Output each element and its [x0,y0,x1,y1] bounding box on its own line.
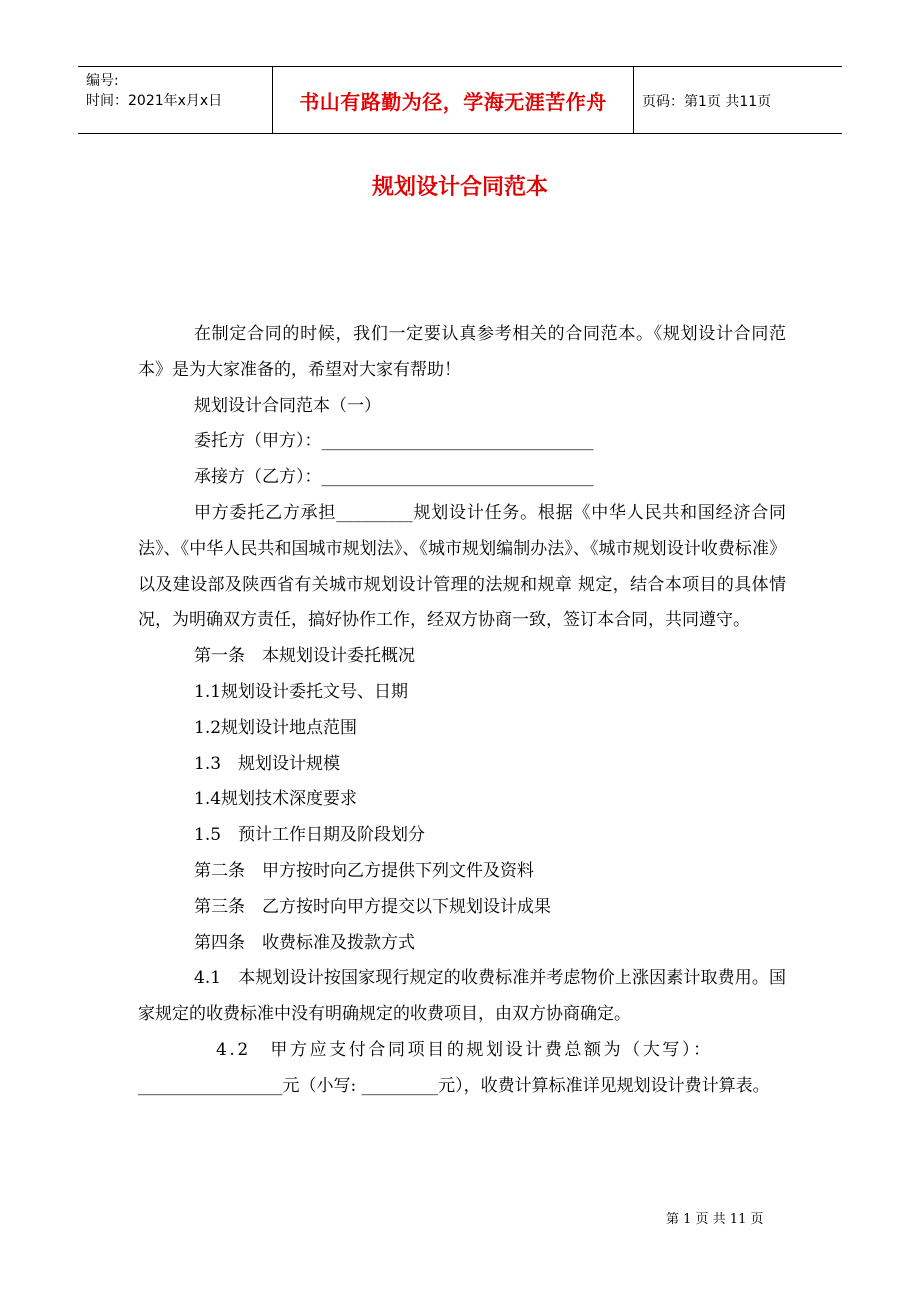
clause-1-5: 1.5 预计工作日期及阶段划分 [194,825,426,846]
article-4-heading: 第四条 收费标准及拨款方式 [194,932,415,953]
clause-4-1: 4.1 本规划设计按国家现行规定的收费标准并考虑物价上涨因素计取费用。国家规定的收费标准中没有明确规定的收费项目，由双方协商确定。 [138,968,786,1025]
clause-1-2: 1.2规划设计地点范围 [194,717,358,738]
article-2-heading: 第二条 甲方按时向乙方提供下列文件及资料 [194,860,534,881]
clause-4-2: 4.2 甲方应支付合同项目的规划设计费总额为（大写）： [216,1039,713,1060]
header-page-info: 页码：第1页 共11页 [642,94,772,110]
clause-1-1: 1.1规划设计委托文号、日期 [194,681,409,702]
clause-1-4: 1.4规划技术深度要求 [194,789,358,810]
clause-1-3: 1.3 规划设计规模 [194,753,341,774]
header-number-label: 编号: [86,73,119,89]
paragraph-intro: 在制定合同的时候，我们一定要认真参考相关的合同范本。《规划设计合同范本》是为大家准备的，希望对大家有帮助！ [138,324,786,380]
paragraph-contractor-field: 承接方（乙方）：________________________________ [194,467,594,488]
article-1-heading: 第一条 本规划设计委托概况 [194,646,415,667]
paragraph-commission: 甲方委托乙方承担_________规划设计任务。根据《中华人民共和国经济合同法》、《中华人民共和国城市规划法》、《城市规划编制办法》、《城市规划设计收费标准》以及建设部及陕西省有关城市规划设计管理的法规和规章 规定，结合本项目的具体情况，为明确双方责任，搞好协作工作，经双方协商一致，签订本合同，共同遵守。 [138,502,786,631]
document-body [138,317,786,1105]
header-time-label: 时间：2021年x月x日 [86,93,223,109]
header-meta [86,71,222,111]
paragraph-contract-heading: 规划设计合同范本（一） [194,395,381,416]
document-title: 规划设计合同范本 [371,175,548,200]
header-motto: 书山有路勤为径，学海无涯苦作舟 [272,67,634,133]
clause-4-2-amount: _________________元（小写: _________元），收费计算标准详见规划设计费计算表。 [138,1075,770,1096]
paragraph-client-field: 委托方（甲方）：________________________________ [194,431,594,452]
page-footer: 第 1 页 共 11 页 [666,1212,764,1227]
document-header [78,66,842,134]
article-3-heading: 第三条 乙方按时向甲方提交以下规划设计成果 [194,896,551,917]
